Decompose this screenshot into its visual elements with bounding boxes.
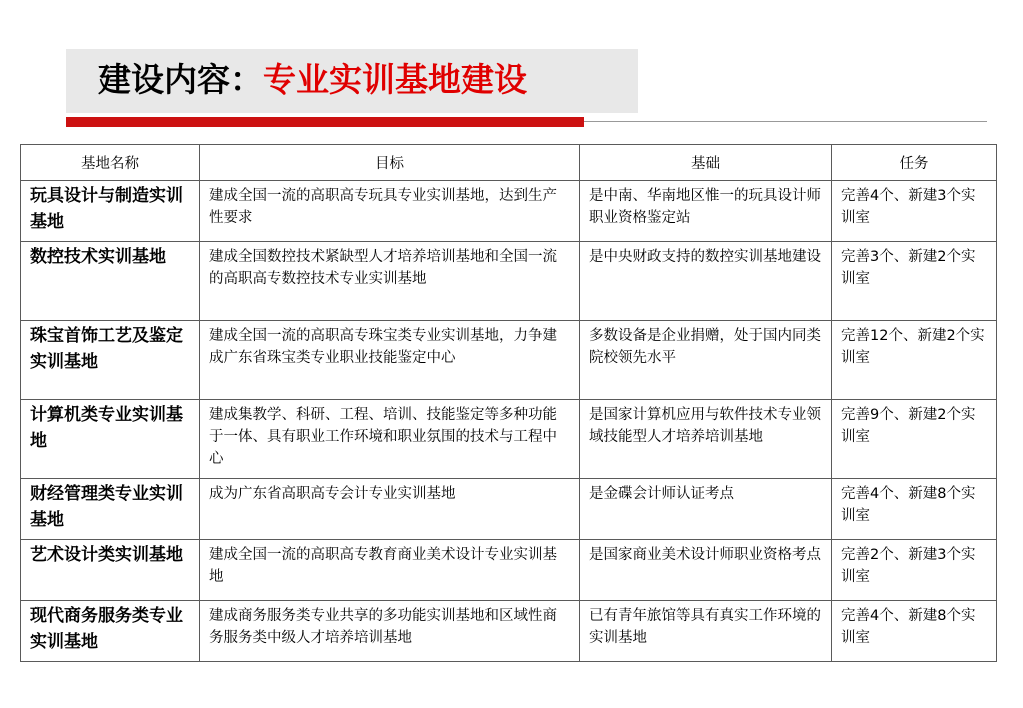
table-row [21, 479, 997, 540]
basis-cell: 是中央财政支持的数控实训基地建设 [580, 242, 832, 321]
goal-cell: 建成全国一流的高职高专珠宝类专业实训基地，力争建成广东省珠宝类专业职业技能鉴定中心 [200, 321, 580, 400]
gray-divider-line [584, 121, 987, 122]
task-cell: 完善3个、新建2个实训室 [832, 242, 997, 321]
goal-cell: 建成商务服务类专业共享的多功能实训基地和区域性商务服务类中级人才培养培训基地 [200, 601, 580, 662]
goal-cell: 建成全国一流的高职高专玩具专业实训基地，达到生产性要求 [200, 181, 580, 242]
base-name-cell: 珠宝首饰工艺及鉴定实训基地 [21, 321, 200, 400]
base-name-cell: 玩具设计与制造实训基地 [21, 181, 200, 242]
header-goal: 目标 [200, 145, 580, 181]
base-name-cell: 数控技术实训基地 [21, 242, 200, 321]
red-divider-bar [66, 117, 584, 127]
task-cell: 完善4个、新建3个实训室 [832, 181, 997, 242]
table-row [21, 242, 997, 321]
basis-cell: 是金碟会计师认证考点 [580, 479, 832, 540]
base-name-cell: 现代商务服务类专业实训基地 [21, 601, 200, 662]
training-base-table [20, 144, 997, 662]
goal-cell: 成为广东省高职高专会计专业实训基地 [200, 479, 580, 540]
task-cell: 完善9个、新建2个实训室 [832, 400, 997, 479]
header-task: 任务 [832, 145, 997, 181]
table-row [21, 400, 997, 479]
table-row [21, 540, 997, 601]
basis-cell: 是中南、华南地区惟一的玩具设计师职业资格鉴定站 [580, 181, 832, 242]
slide-title [98, 56, 527, 104]
base-name-cell: 艺术设计类实训基地 [21, 540, 200, 601]
basis-cell: 已有青年旅馆等具有真实工作环境的实训基地 [580, 601, 832, 662]
title-main: 专业实训基地建设 [263, 60, 527, 99]
basis-cell: 多数设备是企业捐赠，处于国内同类院校领先水平 [580, 321, 832, 400]
task-cell: 完善4个、新建8个实训室 [832, 479, 997, 540]
title-prefix: 建设内容： [98, 60, 263, 99]
header-basis: 基础 [580, 145, 832, 181]
task-cell: 完善2个、新建3个实训室 [832, 540, 997, 601]
basis-cell: 是国家计算机应用与软件技术专业领域技能型人才培养培训基地 [580, 400, 832, 479]
header-name: 基地名称 [21, 145, 200, 181]
basis-cell: 是国家商业美术设计师职业资格考点 [580, 540, 832, 601]
table-row [21, 601, 997, 662]
table-row [21, 181, 997, 242]
base-name-cell: 财经管理类专业实训基地 [21, 479, 200, 540]
goal-cell: 建成集教学、科研、工程、培训、技能鉴定等多种功能于一体、具有职业工作环境和职业氛围的技术与工程中心 [200, 400, 580, 479]
goal-cell: 建成全国数控技术紧缺型人才培养培训基地和全国一流的高职高专数控技术专业实训基地 [200, 242, 580, 321]
task-cell: 完善4个、新建8个实训室 [832, 601, 997, 662]
table-header-row [21, 145, 997, 181]
goal-cell: 建成全国一流的高职高专教育商业美术设计专业实训基地 [200, 540, 580, 601]
task-cell: 完善12个、新建2个实训室 [832, 321, 997, 400]
base-name-cell: 计算机类专业实训基地 [21, 400, 200, 479]
table-row [21, 321, 997, 400]
